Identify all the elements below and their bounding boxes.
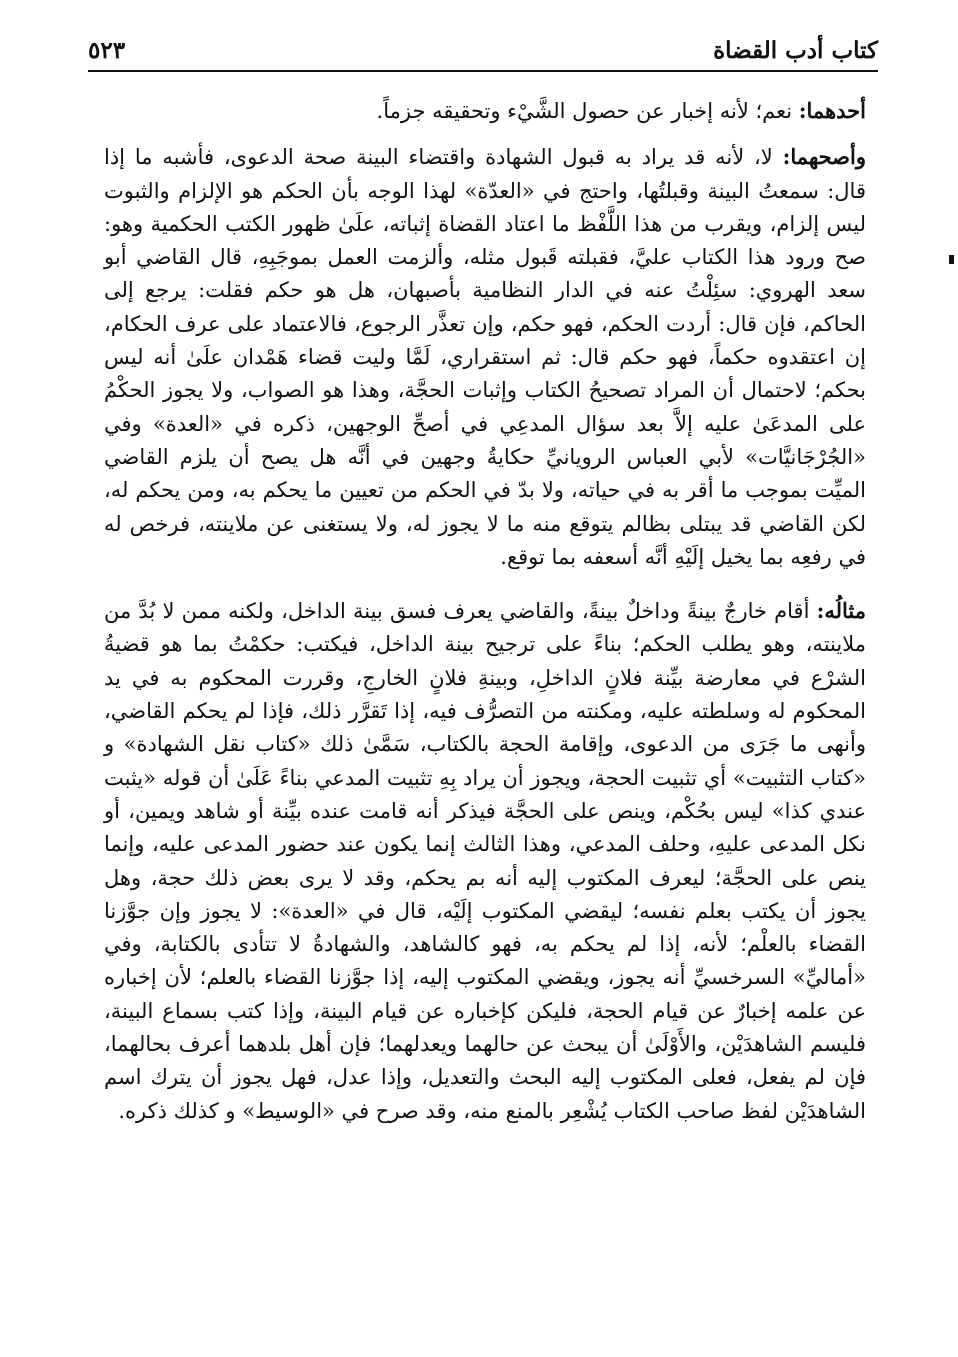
body-text bbox=[104, 94, 866, 1128]
paragraph-text: نعم؛ لأنه إخبار عن حصول الشَّيْء وتحقيقه جزماً. bbox=[376, 99, 799, 123]
paragraph-third bbox=[104, 594, 866, 1128]
running-header bbox=[88, 30, 878, 72]
paragraph-lead: وأصحهما: bbox=[782, 144, 866, 170]
page-number: ٥٢٣ bbox=[88, 36, 126, 64]
paragraph-text: لا، لأنه قد يراد به قبول الشهادة واقتضاء البينة صحة الدعوى، فأشبه ما إذا قال: سمعتُ البينة وقبلتُها، واحتج في «العدّة» لهذا الوجه بأن الحكم هو الإلزام والثبوت ليس إلزام، ويقرب من هذا اللَّفْظ ما اعتاد القضاة إثباته، علَىٰ ظهور الكتب الحكمية وهو: صح ورود هذا الكتاب عليَّ، فقبلته قَبول مثله، وألزمت العمل بموجَبِهِ، قال القاضي أبو سعد الهروي: سئِلْتُ عنه في الدار النظامية بأصبهان، هل هو حكم فقلت: يرجع إلى الحاكم، فإن قال: أردت الحكم، فهو حكم، وإن تعذَّر الرجوع، فالاعتماد على عرف الحكام، إن اعتقدوه حكماً، فهو حكم قال: ثم استقراري، لَمَّا وليت قضاء هَمْدان علَىٰ أنه ليس بحكم؛ لاحتمال أن المراد تصحيحُ الكتاب وإثبات الحجَّة، وهذا هو الصواب، ولا يجوز الحكْمُ على المدعَىٰ عليه إلاَّ بعد سؤال المدعِي في أصحِّ الوجهين، ذكره في «العدة» وفي «الجُرْجَانيَّات» لأبي العباس الرويانيِّ حكايةُ وجهين في أنَّه هل يصح أن يلزم القاضي الميِّت بموجب ما أقر به في حياته، ولا بدّ في الحكم من تعيين ما يحكم به، ومن يحكم له، لكن القاضي قد يبتلى بظالم يتوقع منه ما لا يجوز له، ولا يستغنى عن ملاينته، فرخص له في رفعِه بما يخيل إلَيْهِ أنَّه أسعفه بما توقع. bbox=[104, 145, 866, 569]
paragraph-lead: أحدهما: bbox=[798, 98, 866, 123]
paragraph-lead: مثالُه: bbox=[816, 598, 866, 624]
paragraph-second bbox=[104, 140, 866, 574]
paragraph-first bbox=[104, 94, 866, 128]
running-title: كتاب أدب القضاة bbox=[713, 36, 878, 64]
paragraph-text: أقام خارجٌ بينةً وداخلٌ بينةً، والقاضي يعرف فسق بينة الداخل، ولكنه ممن لا بُدَّ من ملاينته، وهو يطلب الحكم؛ بناءً على ترجيح بينة الداخل، فيكتب: حكمْتُ بما هو قضيةُ الشرْع في معارضة بيِّنة فلانٍ الداخلِ، وبينةِ فلانٍ الخارجِ، وقررت المحكوم به في يد المحكوم له وسلطته عليه، ومكنته من التصرُّف فيه، إذا تَقرَّر ذلك، فإذا لم يحكم القاضي، وأنهى ما جَرَى من الدعوى، وإقامة الحجة بالكتاب، سَمَّىٰ ذلك «كتاب نقل الشهادة» و «كتاب التثبيت» أي تثبيت الحجة، ويجوز أن يراد بِهِ تثبيت المدعي بناءً عَلَىٰ أن قوله «يثبت عندي كذا» ليس بحُكْم، وينص على الحجَّة فيذكر أنه قامت عنده بيِّنة أو شاهد ويمين، أو نكل المدعى عليهِ، وحلف المدعي، وهذا الثالث إنما يكون عند حضور المدعى عليه، وإنما ينص على الحجَّة؛ ليعرف المكتوب إليه أنه بم يحكم، وقد لا يرى بعض ذلك حجة، وهل يجوز أن يكتب بعلم نفسه؛ ليقضي المكتوب إلَيْه، قال في «العدة»: لا يجوز وإن جوَّزنا القضاء بالعلْم؛ لأنه، إذا لم يحكم به، فهو كالشاهد، والشهادةُ لا تتأدى بالكتابة، وفي «أماليِّ» السرخسيِّ أنه يجوز، ويقضي المكتوب إليه، إذا جوَّزنا القضاء بالعلم؛ لأن إخباره عن علمه إخبارٌ عن قيام الحجة، فليكن كإخباره عن قيام البينة، وإذا كتب بسماع البينة، فليسم الشاهدَيْن، والأَوْلَىٰ أن يبحث عن حالهما ويعدلهما؛ فإن أهل بلدهما أعرف بحالهما، فإن لم يفعل، فعلى المكتوب إليه البحث والتعديل، وإذا عدل، فهل يجوز أن يترك اسم الشاهدَيْن لفظ صاحب الكتاب يُشْعِر بالمنع منه، وقد صرح في «الوسيط» و كذلك ذكره. bbox=[104, 599, 866, 1123]
